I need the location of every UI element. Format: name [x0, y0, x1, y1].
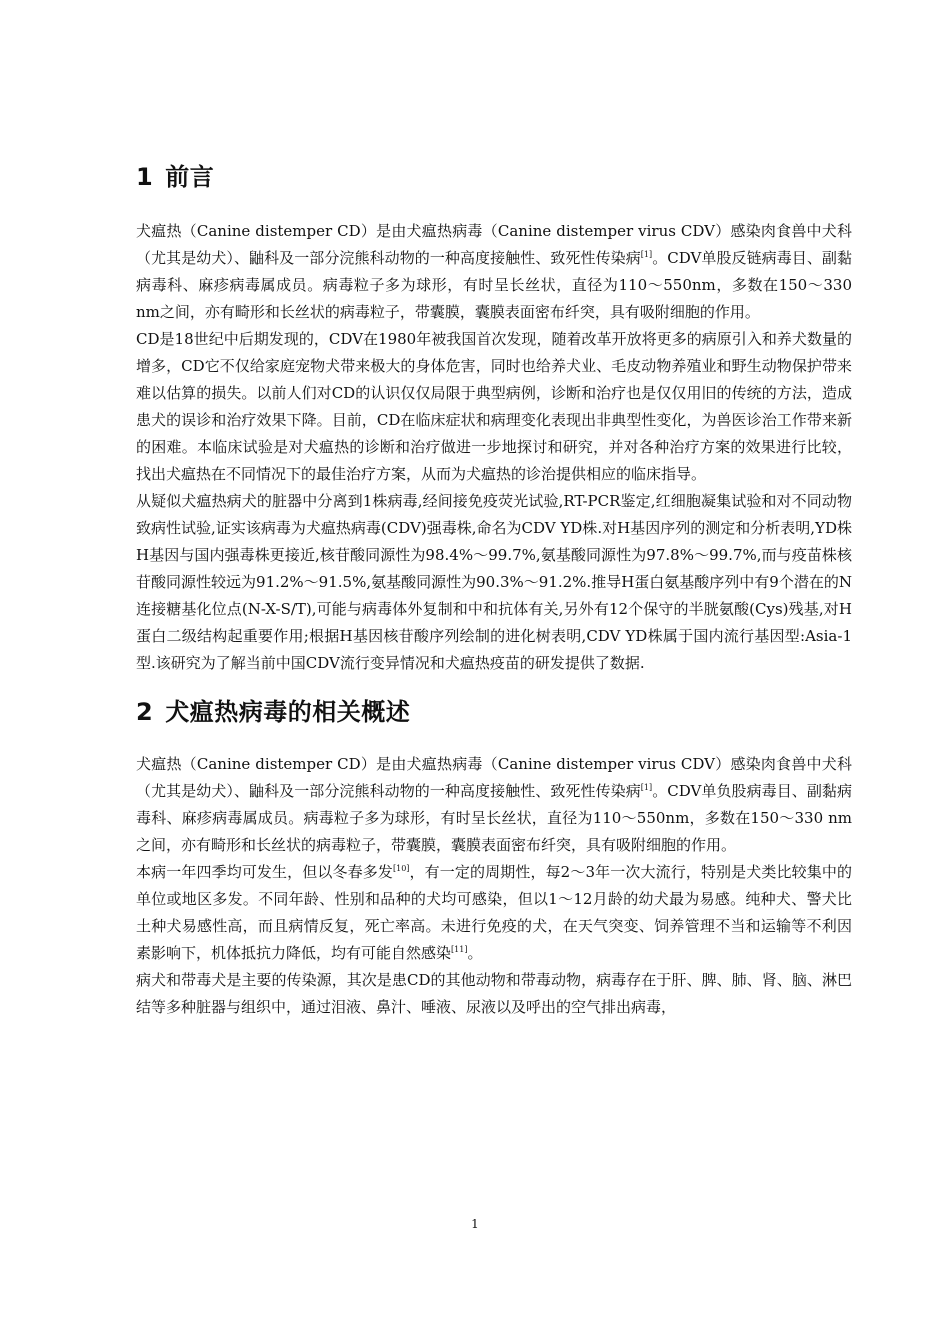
citation-marker: [1]	[640, 783, 653, 792]
section-heading-1	[136, 160, 852, 194]
paragraph-text: 犬瘟热（Canine distemper CD）是由犬瘟热病毒（Canine distemper virus CDV）感染肉食兽中犬科（尤其是幼犬）、鼬科及一部分浣熊科动物的一种高度接触性、致死性传染病	[136, 755, 852, 800]
document-body	[136, 160, 852, 1021]
section-title: 犬瘟热病毒的相关概述	[165, 698, 411, 726]
paragraph-text-tail: 。CDV单股反链病毒目、副黏病毒科、麻疹病毒属成员。病毒粒子多为球形，有时呈长丝状，直径为110～550nm，多数在150～330 nm之间，亦有畸形和长丝状的病毒粒子，带囊膜，囊膜表面密布纤突，具有吸附细胞的作用。	[136, 249, 852, 321]
section-title: 前言	[165, 163, 215, 191]
paragraph	[136, 967, 852, 1021]
paragraph	[136, 488, 852, 677]
citation-marker: [1]	[640, 250, 653, 259]
section-heading-2	[136, 695, 852, 729]
paragraph-text-tail: 。	[467, 944, 483, 962]
paragraph-text-tail: 。CDV单负股病毒目、副黏病毒科、麻疹病毒属成员。病毒粒子多为球形，有时呈长丝状，直径为110～550nm，多数在150～330 nm之间，亦有畸形和长丝状的病毒粒子，带囊膜，囊膜表面密布纤突，具有吸附细胞的作用。	[136, 782, 852, 854]
paragraph	[136, 218, 852, 326]
paragraph-text-tail: ，有一定的周期性，每2～3年一次大流行，特别是犬类比较集中的单位或地区多发。不同年龄、性别和品种的犬均可感染，但以1～12月龄的幼犬最为易感。纯种犬、警犬比土种犬易感性高，而且病情反复，死亡率高。未进行免疫的犬，在天气突变、饲养管理不当和运输等不利因素影响下，机体抵抗力降低，均有可能自然感染	[136, 863, 852, 962]
paragraph	[136, 326, 852, 488]
paragraph	[136, 859, 852, 967]
section-number: 1	[136, 163, 154, 191]
paragraph-text: 本病一年四季均可发生，但以冬春多发	[136, 863, 393, 881]
paragraph-text: 病犬和带毒犬是主要的传染源，其次是患CD的其他动物和带毒动物，病毒存在于肝、脾、肺、肾、脑、淋巴结等多种脏器与组织中，通过泪液、鼻汁、唾液、尿液以及呼出的空气排出病毒，	[136, 971, 852, 1016]
section-number: 2	[136, 698, 154, 726]
citation-marker: [11]	[451, 945, 468, 954]
paragraph	[136, 751, 852, 859]
paragraph-text: 从疑似犬瘟热病犬的脏器中分离到1株病毒,经间接免疫荧光试验,RT-PCR鉴定,红细胞凝集试验和对不同动物致病性试验,证实该病毒为犬瘟热病毒(CDV)强毒株,命名为CDV YD株.对H基因序列的测定和分析表明,YD株H基因与国内强毒株更接近,核苷酸同源性为98.4%～99.7%,氨基酸同源性为97.8%～99.7%,而与疫苗株核苷酸同源性较远为91.2%～91.5%,氨基酸同源性为90.3%～91.2%.推导H蛋白氨基酸序列中有9个潜在的N连接糖基化位点(N-X-S/T),可能与病毒体外复制和中和抗体有关,另外有12个保守的半胱氨酸(Cys)残基,对H蛋白二级结构起重要作用;根据H基因核苷酸序列绘制的进化树表明,CDV YD株属于国内流行基因型:Asia-1型.该研究为了解当前中国CDV流行变异情况和犬瘟热疫苗的研发提供了数据.	[136, 492, 852, 672]
page-number: 1	[471, 1217, 479, 1231]
paragraph-text: 犬瘟热（Canine distemper CD）是由犬瘟热病毒（Canine distemper virus CDV）感染肉食兽中犬科（尤其是幼犬）、鼬科及一部分浣熊科动物的一种高度接触性、致死性传染病	[136, 222, 852, 267]
paragraph-text: CD是18世纪中后期发现的，CDV在1980年被我国首次发现，随着改革开放将更多的病原引入和养犬数量的增多，CD它不仅给家庭宠物犬带来极大的身体危害，同时也给养犬业、毛皮动物养殖业和野生动物保护带来难以估算的损失。以前人们对CD的认识仅仅局限于典型病例，诊断和治疗也是仅仅用旧的传统的方法，造成患犬的误诊和治疗效果下降。目前，CD在临床症状和病理变化表现出非典型性变化，为兽医诊治工作带来新的困难。本临床试验是对犬瘟热的诊断和治疗做进一步地探讨和研究，并对各种治疗方案的效果进行比较，找出犬瘟热在不同情况下的最佳治疗方案，从而为犬瘟热的诊治提供相应的临床指导。	[136, 330, 852, 483]
citation-marker: [10]	[392, 864, 410, 873]
